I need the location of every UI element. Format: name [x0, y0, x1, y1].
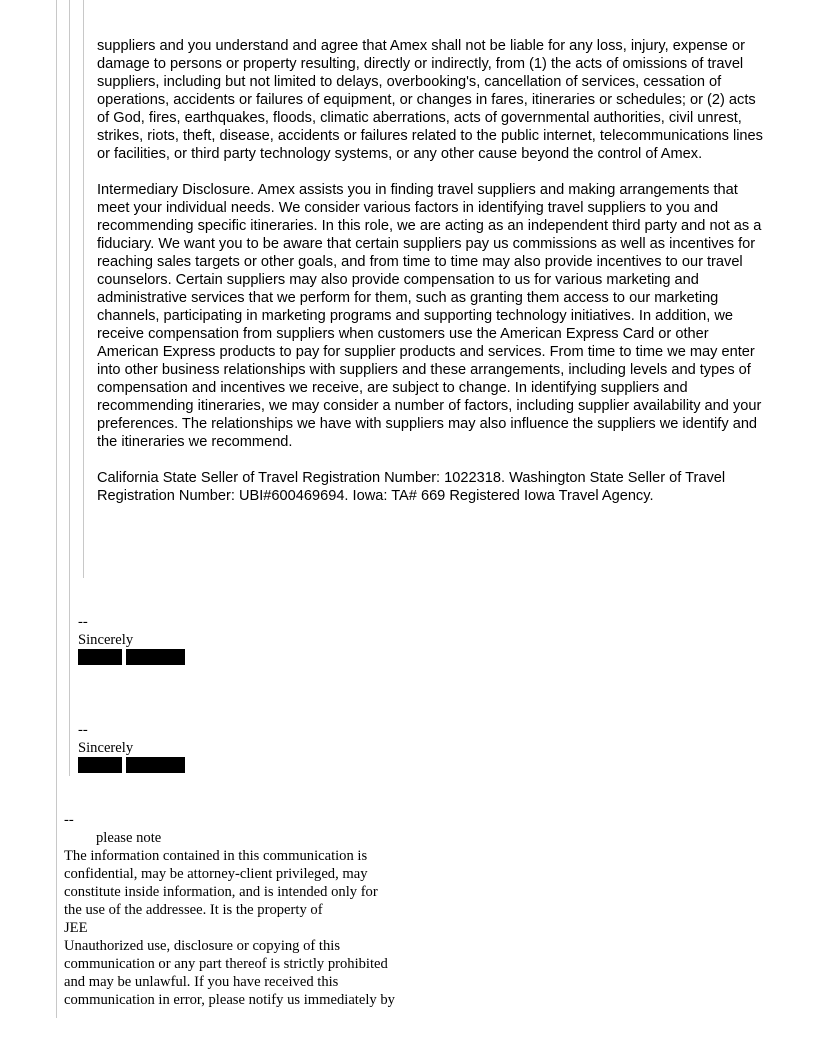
footer-line: Unauthorized use, disclosure or copying of this — [64, 938, 341, 954]
redaction-bar — [126, 649, 185, 665]
redacted-name — [78, 649, 185, 667]
inner-quote-border — [83, 0, 84, 578]
middle-quote-border — [69, 0, 70, 776]
signature-block-1 — [78, 613, 185, 667]
redaction-bar — [126, 757, 185, 773]
footer-line: JEE — [64, 920, 88, 936]
footer-line: confidential, may be attorney-client privileged, may — [64, 866, 368, 882]
registration-paragraph: California State Seller of Travel Registration Number: 1022318. Washington State Seller of Travel Registration Number: UBI#600469694. Iowa: TA# 669 Registered Iowa Travel Agency. — [97, 470, 726, 504]
signature-separator: -- — [78, 722, 88, 738]
liability-paragraph: suppliers and you understand and agree that Amex shall not be liable for any loss, injury, expense or damage to persons or property resulting, directly or indirectly, from (1) the acts of omissions of travel suppliers, including but not limited to delays, overbooking's, cancellation of services, cessation of operations, accidents or failures of equipment, or changes in fares, itineraries or schedules; or (2) acts of God, fires, earthquakes, floods, climatic aberrations, acts of governmental authorities, civil unrest, strikes, riots, theft, disease, accidents or failures related to the public internet, telecommunications lines or facilities, or third party technology systems, or any other cause beyond the control of Amex. — [97, 38, 763, 162]
outer-quote-border — [56, 0, 61, 1018]
footer-separator: -- — [64, 812, 74, 828]
redaction-bar — [78, 757, 122, 773]
signature-separator: -- — [78, 614, 88, 630]
footer-line: communication or any part thereof is strictly prohibited — [64, 956, 388, 972]
footer-line: and may be unlawful. If you have received this — [64, 974, 339, 990]
footer-line: constitute inside information, and is intended only for — [64, 884, 378, 900]
signature-closing: Sincerely — [78, 740, 134, 756]
quoted-amex-disclaimer — [97, 37, 767, 523]
intermediary-disclosure-paragraph: Intermediary Disclosure. Amex assists you in finding travel suppliers and making arrangements that meet your individual needs. We consider various factors in identifying travel suppliers to you and recommending specific itineraries. In this role, we are acting as an independent third party and not as a fiduciary. We want you to be aware that certain suppliers pay us commissions as well as incentives for reaching sales targets or other goals, and from time to time may also provide incentives to our travel counselors. Certain suppliers may also provide compensation to us for various marketing and administrative services that we perform for them, such as granting them access to our marketing channels, participating in marketing programs and supporting technology initiatives. In addition, we receive compensation from suppliers when customers use the American Express Card or other American Express products to pay for supplier products and services. From time to time we may enter into other business relationships with suppliers and these arrangements, including levels and types of compensation and incentives we receive, are subject to change. In identifying suppliers and recommending itineraries, we may consider a number of factors, including supplier availability and your preferences. The relationships we have with suppliers may also influence the suppliers we identify and the itineraries we recommend. — [97, 182, 762, 450]
signature-closing: Sincerely — [78, 632, 134, 648]
footer-line: communication in error, please notify us immediately by — [64, 992, 395, 1008]
footer-heading: please note — [96, 830, 162, 846]
confidentiality-footer — [64, 811, 444, 1009]
redaction-bar — [78, 649, 122, 665]
footer-line: the use of the addressee. It is the property of — [64, 902, 323, 918]
footer-line: The information contained in this communication is — [64, 848, 368, 864]
redacted-name — [78, 757, 185, 775]
signature-block-2 — [78, 721, 185, 775]
